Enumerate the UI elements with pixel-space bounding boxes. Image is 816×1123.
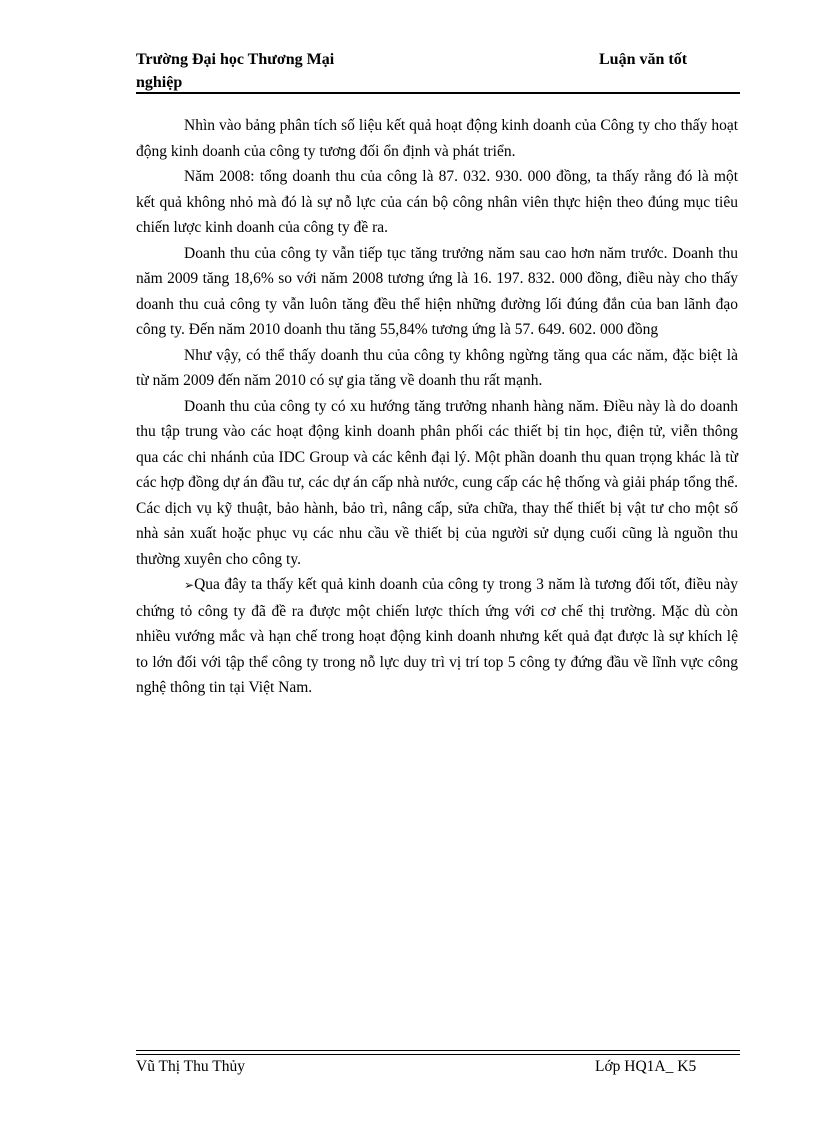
- school-name: Trường Đại học Thương Mại: [136, 51, 335, 68]
- paragraph-3: Doanh thu của công ty vẫn tiếp tục tăng trưởng năm sau cao hơn năm trước. Doanh thu năm 2009 tăng 18,6% so với năm 2008 tương ứng là 16. 197. 832. 000 đồng, điều này cho thấy doanh thu cuả công ty vẫn luôn tăng đều thể hiện những đường lối đúng đắn của ban lãnh đạo công ty. Đến năm 2010 doanh thu tăng 55,84% tương ứng là 57. 649. 602. 000 đồng: [136, 244, 738, 338]
- page-header: [136, 48, 740, 94]
- conclusion-paragraph: [136, 572, 738, 701]
- body-text: [136, 113, 738, 701]
- paragraph-2: Năm 2008: tổng doanh thu của công là 87. 032. 930. 000 đồng, ta thấy rằng đó là một kết quả không nhỏ mà đó là sự nỗ lực của cán bộ công nhân viên thực hiện theo đúng mục tiêu chiến lược kinh doanh của công ty đề ra.: [136, 168, 738, 236]
- paragraph-5: Doanh thu của công ty có xu hướng tăng trưởng nhanh hàng năm. Điều này là do doanh thu tập trung vào các hoạt động kinh doanh phân phối các thiết bị tin học, điện tử, viễn thông qua các chi nhánh của IDC Group và các kênh đại lý. Một phần doanh thu quan trọng khác là từ các hợp đồng dự án đầu tư, các dự án cấp nhà nước, cung cấp các hệ thống và giải pháp tổng thể. Các dịch vụ kỹ thuật, bảo hành, bảo trì, nâng cấp, sửa chữa, thay thế thiết bị vật tư cho một số nhà sản xuất hoặc phục vụ các nhu cầu về thiết bị của người sử dụng cuối cũng là nguồn thu thường xuyên cho công ty.: [136, 397, 738, 568]
- header-divider: [136, 92, 740, 94]
- thesis-title: Luận văn tốt: [599, 51, 688, 68]
- conclusion-text: Qua đây ta thấy kết quả kinh doanh của công ty trong 3 năm là tương đối tốt, điều này chứng tỏ công ty đã đề ra được một chiến lược thích ứng với cơ chế thị trường. Mặc dù còn nhiều vướng mắc và hạn chế trong hoạt động kinh doanh nhưng kết quả đạt được là sự khích lệ to lớn đối với tập thể công ty trong nỗ lực duy trì vị trí top 5 công ty đứng đầu về lĩnh vực công nghệ thông tin tại Việt Nam.: [136, 576, 738, 696]
- header-row: [136, 48, 740, 72]
- arrow-bullet-icon: ➢: [184, 578, 195, 592]
- class-label: Lớp HQ1A_ K5: [595, 1058, 697, 1075]
- thesis-title-continued: nghiệp: [136, 74, 183, 91]
- footer-divider: [136, 1050, 740, 1055]
- paragraph-4: Như vậy, có thể thấy doanh thu của công ty không ngừng tăng qua các năm, đặc biệt là từ năm 2009 đến năm 2010 có sự gia tăng về doanh thu rất mạnh.: [136, 346, 738, 389]
- author-name: Vũ Thị Thu Thủy: [136, 1058, 245, 1075]
- paragraph-1: Nhìn vào bảng phân tích số liệu kết quả hoạt động kinh doanh của Công ty cho thấy hoạt động kinh doanh của công ty tương đối ổn định và phát triển.: [136, 117, 738, 160]
